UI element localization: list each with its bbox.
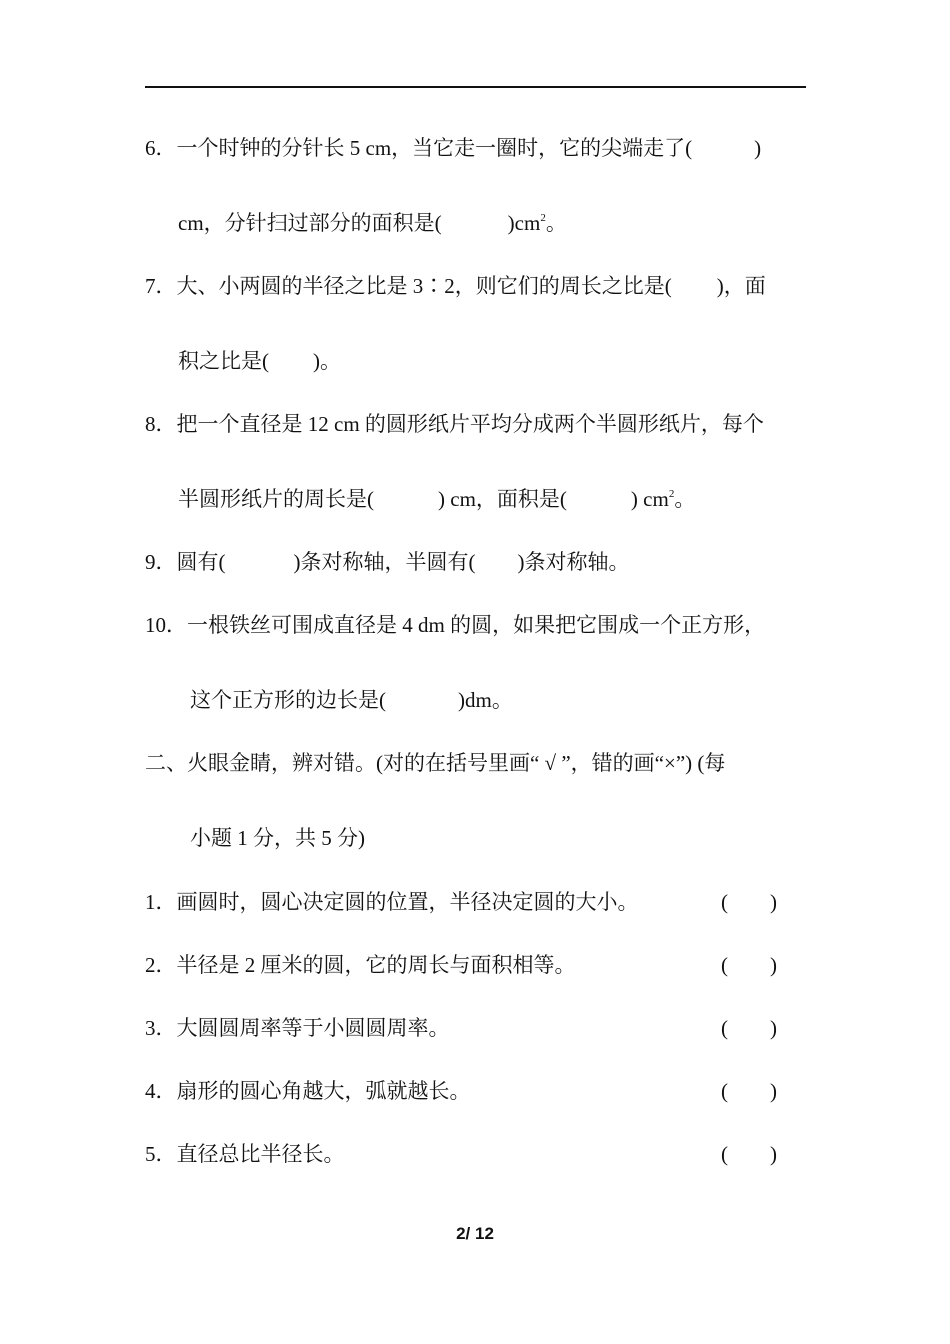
item-number: 4．	[145, 1079, 177, 1103]
question-8-line-1	[145, 412, 764, 436]
question-text: )	[754, 136, 762, 160]
item-text: 直径总比半径长。	[176, 1142, 345, 1166]
section-2-heading: 二、火眼金睛，辨对错。(对的在括号里画“ √ ”，错的画“×”) (每	[145, 751, 726, 775]
superscript: 2	[668, 488, 675, 500]
page-number: 2/ 12	[456, 1224, 494, 1243]
question-text: 。	[545, 211, 567, 235]
superscript: 2	[540, 212, 546, 224]
tf-item-4	[145, 1079, 471, 1103]
question-text: 半圆形纸片的周长是(	[178, 487, 374, 511]
question-text: 一个时钟的分针长 5 cm，当它走一圈时，它的尖端走了(	[176, 136, 693, 160]
question-text: 这个正方形的边长是(	[190, 688, 386, 712]
item-text: 半径是 2 厘米的圆，它的周长与面积相等。	[176, 953, 576, 977]
tf-answer-3[interactable]: ( )	[721, 1016, 777, 1040]
question-text: 大、小两圆的半径之比是 3∶2，则它们的周长之比是(	[176, 274, 672, 298]
question-number: 9．	[145, 550, 177, 574]
tf-answer-4[interactable]: ( )	[721, 1079, 777, 1103]
tf-item-3	[145, 1016, 450, 1040]
question-text: ) cm，面积是(	[438, 487, 567, 511]
item-number: 1．	[145, 890, 177, 914]
question-text: 把一个直径是 12 cm 的圆形纸片平均分成两个半圆形纸片，每个	[176, 412, 764, 436]
question-7-line-1	[145, 274, 766, 298]
tf-item-2	[145, 953, 576, 977]
question-6-line-2	[178, 211, 567, 235]
question-number: 8．	[145, 412, 177, 436]
question-10-line-2	[190, 688, 513, 712]
question-text: )条对称轴。	[517, 550, 630, 574]
question-text: )。	[313, 349, 341, 373]
question-text: )，面	[716, 274, 766, 298]
item-text: 画圆时，圆心决定圆的位置，半径决定圆的大小。	[176, 890, 639, 914]
tf-item-5	[145, 1142, 345, 1166]
question-text: 积之比是(	[178, 349, 269, 373]
question-10-line-1	[145, 613, 765, 637]
question-text: )cm	[507, 211, 541, 235]
tf-item-1	[145, 890, 639, 914]
question-number: 7．	[145, 274, 177, 298]
tf-answer-2[interactable]: ( )	[721, 953, 777, 977]
item-number: 5．	[145, 1142, 177, 1166]
question-number: 10．	[145, 613, 187, 637]
tf-answer-1[interactable]: ( )	[721, 890, 777, 914]
question-7-line-2	[178, 349, 341, 373]
question-text: cm，分针扫过部分的面积是(	[178, 211, 442, 235]
header-rule	[145, 86, 806, 88]
question-8-line-2	[178, 487, 695, 511]
question-6-line-1	[145, 136, 761, 160]
question-number: 6．	[145, 136, 177, 160]
item-text: 扇形的圆心角越大，弧就越长。	[176, 1079, 471, 1103]
question-text: 。	[674, 487, 696, 511]
section-2-heading-cont: 小题 1 分，共 5 分)	[190, 826, 365, 850]
tf-answer-5[interactable]: ( )	[721, 1142, 777, 1166]
item-number: 2．	[145, 953, 177, 977]
question-9-line-1	[145, 550, 630, 574]
question-text: )条对称轴，半圆有(	[293, 550, 476, 574]
item-number: 3．	[145, 1016, 177, 1040]
question-text: )dm。	[458, 688, 513, 712]
question-text: 一根铁丝可围成直径是 4 dm 的圆，如果把它围成一个正方形，	[187, 613, 766, 637]
item-text: 大圆圆周率等于小圆圆周率。	[176, 1016, 450, 1040]
question-text: ) cm	[630, 487, 669, 511]
question-text: 圆有(	[176, 550, 226, 574]
